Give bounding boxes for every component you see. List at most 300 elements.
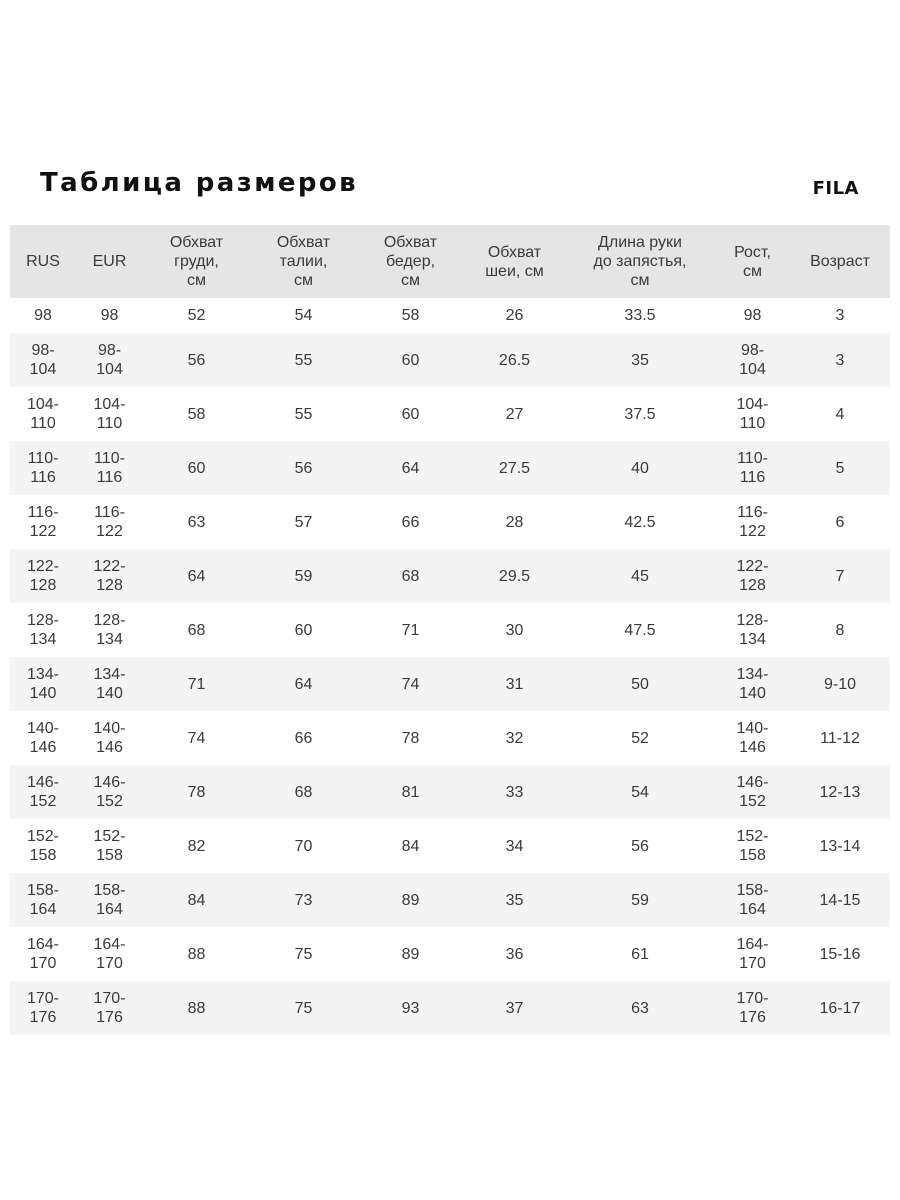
table-cell	[357, 711, 464, 765]
cell-line: 128	[739, 577, 766, 594]
table-cell	[10, 657, 76, 711]
cell-line: 74	[187, 729, 206, 747]
cell-line: 93	[401, 999, 420, 1017]
cell-line: 116	[30, 469, 56, 486]
cell-line: 98-	[97, 342, 122, 359]
table-cell	[790, 603, 890, 657]
cell-line: 29.5	[498, 567, 531, 585]
cell-line: 176	[96, 1009, 123, 1026]
cell-line: 63	[187, 513, 206, 531]
header-hips	[357, 225, 464, 298]
table-cell	[250, 873, 357, 927]
table-cell	[76, 819, 143, 873]
cell-line: 28	[505, 513, 524, 531]
cell-line: 98	[34, 307, 52, 324]
cell-line: 34	[505, 837, 524, 855]
cell-line: 56	[294, 459, 313, 477]
table-cell	[357, 603, 464, 657]
table-cell	[250, 298, 357, 333]
cell-line: 59	[631, 891, 649, 909]
size-chart-table	[10, 225, 890, 1035]
cell-line: 47.5	[624, 621, 656, 639]
table-cell	[464, 873, 565, 927]
table-row	[10, 549, 890, 603]
table-cell	[565, 603, 715, 657]
cell-line: 104-	[26, 396, 60, 413]
cell-line: 164-	[26, 936, 60, 953]
table-cell	[76, 441, 143, 495]
table-cell	[790, 657, 890, 711]
header-line: см	[630, 272, 650, 289]
table-cell	[715, 298, 790, 333]
header-line: см	[401, 272, 420, 289]
cell-line: 146-	[26, 774, 60, 791]
cell-line: 158	[29, 847, 57, 864]
header-line: EUR	[92, 253, 127, 270]
table-cell	[250, 495, 357, 549]
cell-line: 74	[401, 675, 420, 693]
table-cell	[464, 657, 565, 711]
header-arm-length	[565, 225, 715, 298]
cell-line: 84	[401, 837, 420, 855]
cell-line: 140-	[736, 720, 769, 737]
table-header	[10, 225, 890, 298]
table-cell	[250, 711, 357, 765]
table-cell	[464, 819, 565, 873]
table-cell	[10, 981, 76, 1035]
cell-line: 170-	[736, 990, 769, 1007]
table-cell	[464, 981, 565, 1035]
table-cell	[565, 711, 715, 765]
cell-line: 56	[187, 351, 206, 369]
cell-line: 55	[294, 351, 313, 369]
cell-line: 6	[835, 513, 845, 531]
table-cell	[250, 765, 357, 819]
table-cell	[143, 441, 250, 495]
table-cell	[565, 873, 715, 927]
header-line: Возраст	[810, 253, 870, 270]
cell-line: 158	[739, 847, 766, 864]
cell-line: 66	[294, 729, 313, 747]
table-cell	[464, 549, 565, 603]
table-cell	[565, 549, 715, 603]
table-cell	[357, 765, 464, 819]
cell-line: 71	[187, 675, 206, 693]
cell-line: 170	[29, 955, 57, 972]
cell-line: 13-14	[819, 837, 861, 855]
table-cell	[715, 495, 790, 549]
header-line: Обхват	[487, 243, 542, 261]
table-cell	[143, 765, 250, 819]
table-cell	[143, 333, 250, 387]
table-cell	[464, 441, 565, 495]
cell-line: 134	[739, 631, 766, 648]
table-cell	[357, 873, 464, 927]
header-row	[10, 225, 890, 298]
table-cell	[464, 603, 565, 657]
cell-line: 56	[631, 837, 649, 855]
table-cell	[565, 441, 715, 495]
table-cell	[790, 298, 890, 333]
cell-line: 104-	[93, 396, 126, 413]
cell-line: 30	[505, 621, 524, 639]
header-line: до запястья,	[593, 253, 687, 270]
table-cell	[357, 981, 464, 1035]
table-row	[10, 927, 890, 981]
cell-line: 54	[631, 783, 649, 801]
table-cell	[10, 765, 76, 819]
brand-logo-text: FILA	[812, 178, 859, 199]
table-cell	[10, 387, 76, 441]
table-cell	[10, 819, 76, 873]
table-cell	[790, 927, 890, 981]
table-cell	[357, 657, 464, 711]
cell-line: 11-12	[820, 729, 860, 747]
header-rus	[10, 225, 76, 298]
cell-line: 81	[401, 783, 420, 801]
cell-line: 116	[96, 469, 123, 486]
cell-line: 176	[29, 1009, 57, 1026]
table-row	[10, 298, 890, 333]
header-neck	[464, 225, 565, 298]
cell-line: 170	[96, 955, 123, 972]
table-cell	[715, 711, 790, 765]
table-cell	[790, 711, 890, 765]
table-cell	[143, 927, 250, 981]
table-cell	[565, 333, 715, 387]
table-cell	[464, 333, 565, 387]
table-cell	[715, 765, 790, 819]
table-cell	[790, 873, 890, 927]
header-line: Обхват	[383, 234, 438, 251]
cell-line: 12-13	[819, 783, 861, 801]
table-cell	[464, 298, 565, 333]
cell-line: 26.5	[498, 351, 531, 369]
table-cell	[464, 765, 565, 819]
cell-line: 55	[294, 405, 313, 423]
cell-line: 152	[96, 793, 123, 810]
cell-line: 152-	[26, 828, 60, 845]
cell-line: 71	[401, 621, 420, 639]
table-cell	[715, 873, 790, 927]
header-chest	[143, 225, 250, 298]
cell-line: 82	[187, 837, 206, 855]
cell-line: 88	[187, 999, 206, 1017]
cell-line: 176	[739, 1009, 766, 1026]
table-row	[10, 603, 890, 657]
table-cell	[790, 549, 890, 603]
cell-line: 60	[187, 459, 206, 477]
cell-line: 59	[294, 567, 313, 585]
table-cell	[250, 333, 357, 387]
table-cell	[790, 765, 890, 819]
cell-line: 54	[294, 307, 313, 324]
cell-line: 84	[187, 891, 206, 909]
cell-line: 40	[631, 459, 649, 477]
table-cell	[715, 981, 790, 1035]
cell-line: 146-	[93, 774, 126, 791]
table-cell	[76, 711, 143, 765]
table-cell	[76, 298, 143, 333]
cell-line: 14-15	[819, 891, 861, 909]
cell-line: 4	[835, 405, 845, 423]
table-cell	[715, 387, 790, 441]
table-row	[10, 981, 890, 1035]
cell-line: 170	[739, 955, 766, 972]
cell-line: 116-	[737, 504, 768, 521]
table-cell	[715, 603, 790, 657]
cell-line: 27	[505, 405, 524, 423]
table-cell	[143, 657, 250, 711]
cell-line: 140-	[93, 720, 126, 737]
cell-line: 33.5	[624, 307, 656, 324]
cell-line: 89	[401, 891, 420, 909]
cell-line: 170-	[26, 990, 60, 1007]
cell-line: 116-	[27, 504, 59, 521]
cell-line: 70	[294, 837, 313, 855]
table-cell	[715, 441, 790, 495]
table-cell	[10, 495, 76, 549]
cell-line: 140	[96, 685, 123, 702]
cell-line: 116-	[94, 504, 125, 521]
cell-line: 61	[631, 945, 649, 963]
table-row	[10, 873, 890, 927]
header-age	[790, 225, 890, 298]
table-cell	[250, 927, 357, 981]
table-cell	[565, 765, 715, 819]
cell-line: 37.5	[624, 405, 656, 423]
cell-line: 64	[401, 459, 420, 477]
cell-line: 158-	[26, 882, 60, 899]
cell-line: 110	[30, 415, 56, 432]
cell-line: 164	[96, 901, 123, 918]
cell-line: 3	[835, 307, 845, 324]
table-cell	[357, 819, 464, 873]
table-cell	[357, 387, 464, 441]
header-line: Длина руки	[598, 234, 682, 251]
header-line: талии,	[279, 253, 328, 270]
table-cell	[76, 873, 143, 927]
cell-line: 164-	[93, 936, 126, 953]
table-cell	[143, 549, 250, 603]
cell-line: 104-	[736, 396, 769, 413]
cell-line: 5	[835, 459, 845, 477]
cell-line: 7	[835, 567, 845, 585]
cell-line: 152	[739, 793, 766, 810]
cell-line: 58	[401, 307, 420, 324]
cell-line: 110-	[27, 450, 59, 467]
cell-line: 134-	[93, 666, 126, 683]
table-cell	[464, 711, 565, 765]
cell-line: 68	[294, 783, 313, 801]
table-cell	[76, 603, 143, 657]
cell-line: 78	[187, 783, 206, 801]
cell-line: 158-	[736, 882, 769, 899]
table-cell	[715, 549, 790, 603]
cell-line: 75	[294, 945, 313, 963]
table-cell	[76, 765, 143, 819]
table-cell	[357, 927, 464, 981]
table-row	[10, 333, 890, 387]
cell-line: 57	[294, 513, 313, 531]
cell-line: 52	[187, 307, 206, 324]
cell-line: 146	[29, 739, 57, 756]
cell-line: 35	[505, 891, 524, 909]
cell-line: 78	[401, 729, 420, 747]
table-row	[10, 387, 890, 441]
table-cell	[715, 927, 790, 981]
cell-line: 64	[294, 675, 313, 693]
cell-line: 146	[96, 739, 123, 756]
table-cell	[76, 981, 143, 1035]
cell-line: 140	[739, 685, 766, 702]
cell-line: 152	[29, 793, 57, 810]
header-line: Рост,	[734, 243, 771, 261]
cell-line: 110	[739, 415, 766, 432]
cell-line: 128	[96, 577, 123, 594]
header-eur	[76, 225, 143, 298]
table-cell	[76, 657, 143, 711]
cell-line: 110	[96, 415, 123, 432]
table-cell	[250, 441, 357, 495]
table-cell	[10, 298, 76, 333]
cell-line: 128	[29, 577, 57, 594]
cell-line: 122	[96, 523, 123, 540]
cell-line: 122	[739, 523, 766, 540]
table-cell	[790, 441, 890, 495]
cell-line: 8	[835, 621, 845, 639]
cell-line: 37	[505, 999, 524, 1017]
table-cell	[565, 657, 715, 711]
table-cell	[715, 657, 790, 711]
header-line: см	[294, 272, 313, 289]
cell-line: 50	[631, 675, 649, 693]
page-title: Таблица размеров	[40, 168, 359, 198]
cell-line: 128-	[26, 612, 60, 629]
table-cell	[715, 819, 790, 873]
cell-line: 110-	[94, 450, 125, 467]
cell-line: 36	[505, 945, 524, 963]
cell-line: 98	[743, 307, 762, 324]
table-cell	[250, 387, 357, 441]
cell-line: 146	[739, 739, 766, 756]
cell-line: 122-	[26, 558, 60, 575]
cell-line: 15-16	[819, 945, 861, 963]
cell-line: 3	[835, 351, 845, 369]
cell-line: 116	[739, 469, 766, 486]
header-height	[715, 225, 790, 298]
cell-line: 60	[401, 405, 420, 423]
table-cell	[143, 603, 250, 657]
table-cell	[143, 387, 250, 441]
table-row	[10, 657, 890, 711]
table-cell	[565, 927, 715, 981]
table-cell	[790, 333, 890, 387]
table-cell	[10, 441, 76, 495]
cell-line: 9-10	[823, 675, 857, 693]
cell-line: 110-	[737, 450, 768, 467]
table-cell	[143, 819, 250, 873]
table-cell	[357, 333, 464, 387]
table-cell	[76, 333, 143, 387]
cell-line: 35	[631, 351, 649, 369]
table-cell	[10, 927, 76, 981]
table-cell	[464, 387, 565, 441]
cell-line: 134	[96, 631, 123, 648]
cell-line: 68	[401, 567, 420, 585]
cell-line: 104	[739, 361, 766, 378]
cell-line: 122-	[93, 558, 126, 575]
header-line: Обхват	[276, 234, 331, 251]
cell-line: 164-	[736, 936, 769, 953]
cell-line: 98-	[31, 342, 55, 359]
table-cell	[250, 819, 357, 873]
cell-line: 52	[631, 729, 649, 747]
table-body	[10, 298, 890, 1035]
cell-line: 45	[631, 567, 649, 585]
table-cell	[143, 711, 250, 765]
cell-line: 68	[187, 621, 206, 639]
table-cell	[565, 495, 715, 549]
cell-line: 128-	[736, 612, 769, 629]
cell-line: 134-	[736, 666, 769, 683]
table-cell	[250, 549, 357, 603]
cell-line: 60	[401, 351, 420, 369]
cell-line: 152-	[93, 828, 126, 845]
header-line: груди,	[174, 253, 219, 270]
cell-line: 60	[294, 621, 313, 639]
table-cell	[143, 298, 250, 333]
cell-line: 164	[29, 901, 57, 918]
cell-line: 89	[401, 945, 420, 963]
table-cell	[250, 981, 357, 1035]
cell-line: 134	[29, 631, 57, 648]
cell-line: 170-	[93, 990, 126, 1007]
cell-line: 66	[401, 513, 420, 531]
cell-line: 104	[29, 361, 57, 378]
table-cell	[565, 298, 715, 333]
cell-line: 64	[187, 567, 206, 585]
table-cell	[790, 387, 890, 441]
cell-line: 104	[96, 361, 123, 378]
table-cell	[464, 495, 565, 549]
table-cell	[10, 549, 76, 603]
table-cell	[76, 927, 143, 981]
cell-line: 98-	[740, 342, 765, 359]
table-cell	[357, 441, 464, 495]
header-waist	[250, 225, 357, 298]
table-cell	[76, 387, 143, 441]
cell-line: 122	[29, 523, 57, 540]
cell-line: 140-	[26, 720, 60, 737]
table-cell	[464, 927, 565, 981]
table-cell	[10, 873, 76, 927]
table-cell	[715, 333, 790, 387]
header-line: бедер,	[385, 253, 436, 270]
table-cell	[565, 819, 715, 873]
table-cell	[76, 549, 143, 603]
cell-line: 27.5	[498, 459, 531, 477]
table-cell	[143, 873, 250, 927]
cell-line: 152-	[736, 828, 769, 845]
table-cell	[10, 711, 76, 765]
cell-line: 128-	[93, 612, 126, 629]
table-cell	[790, 495, 890, 549]
table-cell	[10, 333, 76, 387]
table-cell	[143, 495, 250, 549]
table-cell	[250, 657, 357, 711]
cell-line: 158	[96, 847, 123, 864]
